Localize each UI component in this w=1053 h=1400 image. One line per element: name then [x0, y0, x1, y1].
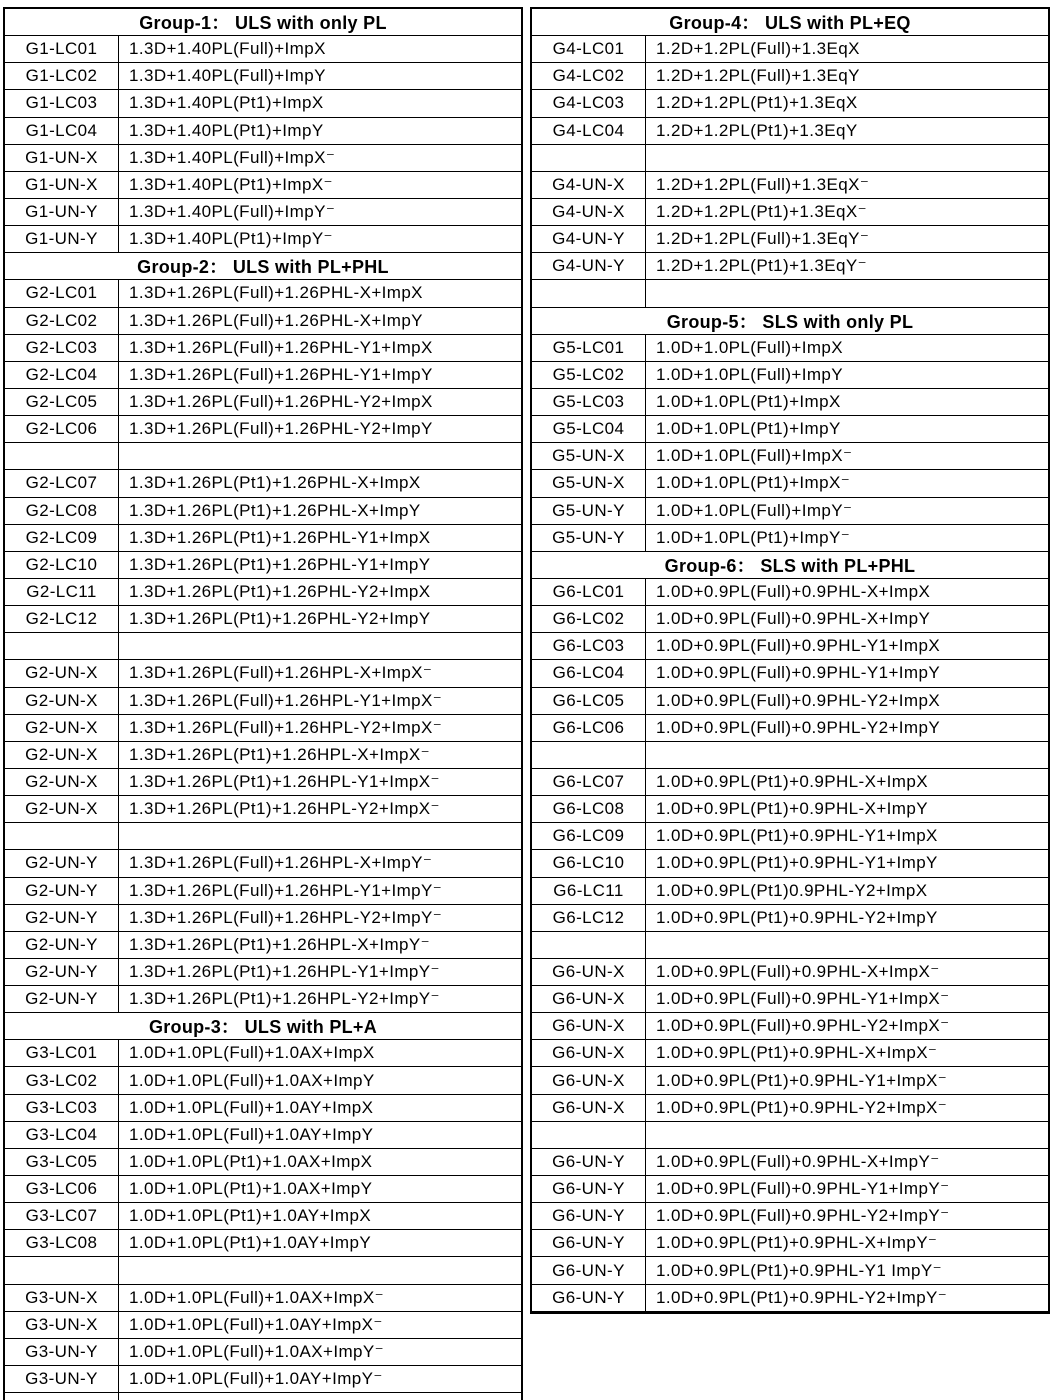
load-case-formula: 1.0D+1.0PL(Pt1)+ImpY⁻ [656, 527, 851, 547]
load-case-row [5, 470, 521, 497]
load-case-formula: 1.0D+0.9PL(Pt1)+0.9PHL-Y2+ImpX⁻ [656, 1097, 948, 1117]
spacer-row [5, 1257, 521, 1284]
load-case-row [5, 525, 521, 552]
load-case-row [532, 796, 1048, 823]
load-case-row [5, 1040, 521, 1067]
load-case-formula: 1.2D+1.2PL(Pt1)+1.3EqX [656, 93, 858, 113]
load-case-id: G3-LC03 [5, 1095, 119, 1121]
load-case-formula: 1.3D+1.26PL(Full)+1.26HPL-Y1+ImpY⁻ [129, 880, 443, 900]
load-case-id: G6-UN-Y [532, 1203, 646, 1229]
load-case-id: G2-LC11 [5, 579, 119, 605]
load-case-id: G2-UN-Y [5, 878, 119, 904]
load-case-row [5, 498, 521, 525]
load-case-id: G6-LC03 [532, 633, 646, 659]
load-case-id: G6-LC09 [532, 823, 646, 849]
load-case-formula: 1.3D+1.40PL(Pt1)+ImpY [129, 120, 324, 140]
load-case-row [532, 850, 1048, 877]
load-case-id: G1-LC04 [5, 118, 119, 144]
load-case-id: G6-LC06 [532, 715, 646, 741]
load-case-row [532, 660, 1048, 687]
load-case-formula: 1.0D+1.0PL(Full)+ImpX [656, 337, 843, 357]
load-case-row [5, 1203, 521, 1230]
spacer-cell-label [5, 823, 119, 849]
load-case-formula: 1.0D+0.9PL(Full)+0.9PHL-Y2+ImpX [656, 690, 941, 710]
load-case-id: G6-UN-X [532, 1095, 646, 1121]
spacer-cell-formula [646, 742, 1048, 768]
load-case-id: G2-UN-X [5, 769, 119, 795]
load-case-formula: 1.0D+0.9PL(Pt1)+0.9PHL-X+ImpX [656, 772, 928, 791]
load-case-formula: 1.3D+1.26PL(Full)+1.26PHL-Y1+ImpY [129, 364, 433, 384]
load-case-formula: 1.0D+1.0PL(Full)+1.0AY+ImpY⁻ [129, 1369, 383, 1389]
load-case-row [5, 552, 521, 579]
spacer-row [5, 1393, 521, 1400]
load-case-id: G2-LC09 [5, 525, 119, 551]
load-case-id: G3-LC05 [5, 1149, 119, 1175]
load-case-id: G6-LC02 [532, 606, 646, 632]
load-case-id: G2-UN-X [5, 688, 119, 714]
spacer-cell-formula [119, 1393, 521, 1400]
load-case-formula: 1.0D+0.9PL(Full)+0.9PHL-Y1+ImpY⁻ [656, 1179, 950, 1199]
group-header-row [532, 308, 1048, 335]
load-case-id: G5-UN-X [532, 470, 646, 496]
group-header-title: Group-6： SLS with PL+PHL [664, 555, 916, 576]
load-case-id: G2-LC12 [5, 606, 119, 632]
load-case-formula: 1.0D+1.0PL(Full)+1.0AX+ImpY [129, 1070, 375, 1090]
load-case-row [532, 688, 1048, 715]
load-case-id: G2-UN-Y [5, 932, 119, 958]
load-case-formula: 1.0D+1.0PL(Pt1)+1.0AY+ImpX [129, 1206, 372, 1226]
load-case-row [532, 633, 1048, 660]
load-case-row [5, 769, 521, 796]
load-case-formula: 1.0D+0.9PL(Full)+0.9PHL-X+ImpY [656, 609, 931, 629]
load-case-formula: 1.0D+1.0PL(Pt1)+1.0AY+ImpY [129, 1233, 372, 1253]
load-case-row [532, 226, 1048, 253]
load-case-id: G6-UN-X [532, 1040, 646, 1066]
load-case-id: G6-LC01 [532, 579, 646, 605]
load-case-row [532, 959, 1048, 986]
load-case-id: G2-UN-Y [5, 905, 119, 931]
load-case-formula: 1.3D+1.40PL(Pt1)+ImpY⁻ [129, 229, 333, 249]
load-case-row [5, 416, 521, 443]
load-case-formula: 1.3D+1.26PL(Full)+1.26PHL-X+ImpX [129, 283, 423, 303]
load-case-formula: 1.0D+1.0PL(Pt1)+1.0AX+ImpX [129, 1151, 373, 1171]
load-case-formula: 1.3D+1.40PL(Full)+ImpY⁻ [129, 202, 336, 222]
load-case-formula: 1.0D+0.9PL(Pt1)+0.9PHL-X+ImpY⁻ [656, 1233, 938, 1253]
load-case-row [532, 389, 1048, 416]
load-case-id: G1-LC02 [5, 63, 119, 89]
load-case-row [5, 36, 521, 63]
load-case-row [5, 335, 521, 362]
spacer-cell-formula [119, 823, 521, 849]
load-case-id: G5-LC03 [532, 389, 646, 415]
load-case-formula: 1.0D+1.0PL(Pt1)+ImpX⁻ [656, 473, 851, 493]
load-case-id: G5-LC01 [532, 335, 646, 361]
load-case-id: G3-LC08 [5, 1230, 119, 1256]
load-case-id: G5-LC02 [532, 362, 646, 388]
load-case-id: G2-LC08 [5, 498, 119, 524]
load-case-id: G6-UN-X [532, 986, 646, 1012]
load-case-row [5, 742, 521, 769]
load-case-row [5, 1230, 521, 1257]
group-header-row [532, 552, 1048, 579]
load-case-formula: 1.3D+1.40PL(Full)+ImpY [129, 66, 326, 86]
load-case-formula: 1.0D+1.0PL(Full)+1.0AX+ImpY⁻ [129, 1341, 384, 1361]
spacer-cell-formula [646, 932, 1048, 958]
load-case-id: G2-LC06 [5, 416, 119, 442]
load-case-row [5, 199, 521, 226]
load-case-id: G1-UN-Y [5, 199, 119, 225]
load-case-id: G4-UN-Y [532, 226, 646, 252]
load-case-id: G5-UN-Y [532, 498, 646, 524]
load-case-formula: 1.0D+0.9PL(Pt1)0.9PHL-Y2+ImpX [656, 880, 928, 900]
load-case-row [532, 1095, 1048, 1122]
load-case-id: G4-UN-Y [532, 253, 646, 279]
group-header-row [5, 1013, 521, 1040]
load-case-row [532, 416, 1048, 443]
load-case-row [532, 1203, 1048, 1230]
load-case-id: G2-LC02 [5, 308, 119, 334]
load-case-formula: 1.0D+0.9PL(Full)+0.9PHL-Y1+ImpX [656, 636, 941, 656]
load-case-row [5, 1149, 521, 1176]
spacer-row [5, 633, 521, 660]
spacer-cell-formula [646, 1122, 1048, 1148]
load-case-row [5, 90, 521, 117]
load-case-formula: 1.0D+1.0PL(Pt1)+ImpY [656, 419, 841, 439]
load-case-id: G6-LC08 [532, 796, 646, 822]
load-case-formula: 1.0D+0.9PL(Full)+0.9PHL-Y2+ImpX⁻ [656, 1016, 950, 1036]
load-case-row [5, 1122, 521, 1149]
load-case-id: G1-LC03 [5, 90, 119, 116]
load-case-row [532, 1067, 1048, 1094]
load-case-row [532, 63, 1048, 90]
load-case-row [5, 1067, 521, 1094]
load-case-id: G3-UN-X [5, 1312, 119, 1338]
spacer-cell-label [532, 145, 646, 171]
load-case-id: G3-LC04 [5, 1122, 119, 1148]
load-case-id: G4-LC03 [532, 90, 646, 116]
load-case-id: G5-LC04 [532, 416, 646, 442]
spacer-row [532, 1122, 1048, 1149]
load-case-id: G2-UN-X [5, 715, 119, 741]
group-header-title: Group-2： ULS with PL+PHL [137, 257, 389, 278]
load-case-id: G3-LC06 [5, 1176, 119, 1202]
load-combination-table-left [3, 7, 523, 1400]
load-case-row [532, 1285, 1048, 1312]
load-case-formula: 1.3D+1.40PL(Full)+ImpX [129, 39, 326, 59]
load-case-id: G5-UN-X [532, 443, 646, 469]
load-case-row [5, 606, 521, 633]
load-case-row [532, 118, 1048, 145]
load-case-formula: 1.0D+0.9PL(Full)+0.9PHL-Y2+ImpY [656, 717, 941, 737]
spacer-cell-label [532, 1122, 646, 1148]
load-case-id: G6-UN-X [532, 959, 646, 985]
load-case-formula: 1.3D+1.26PL(Pt1)+1.26PHL-Y2+ImpX [129, 582, 431, 602]
load-case-id: G1-UN-X [5, 172, 119, 198]
load-case-row [5, 118, 521, 145]
load-case-formula: 1.3D+1.40PL(Full)+ImpX⁻ [129, 147, 336, 167]
load-case-formula: 1.3D+1.26PL(Full)+1.26HPL-Y2+ImpY⁻ [129, 907, 443, 927]
group-header-title: Group-5： SLS with only PL [666, 311, 914, 332]
load-case-formula: 1.0D+1.0PL(Full)+ImpX⁻ [656, 446, 853, 466]
load-case-row [5, 280, 521, 307]
load-case-row [532, 172, 1048, 199]
load-case-id: G4-LC01 [532, 36, 646, 62]
load-case-formula: 1.0D+0.9PL(Full)+0.9PHL-Y1+ImpY [656, 663, 941, 683]
spacer-cell-label [5, 1393, 119, 1400]
load-case-row [532, 579, 1048, 606]
load-case-row [5, 172, 521, 199]
load-case-id: G2-UN-Y [5, 850, 119, 876]
load-case-id: G4-UN-X [532, 199, 646, 225]
load-case-formula: 1.0D+0.9PL(Pt1)+0.9PHL-Y1+ImpY [656, 853, 938, 873]
load-case-row [532, 498, 1048, 525]
load-case-formula: 1.0D+1.0PL(Full)+1.0AY+ImpY [129, 1124, 374, 1144]
load-case-formula: 1.0D+1.0PL(Pt1)+1.0AX+ImpY [129, 1179, 373, 1199]
load-case-formula: 1.2D+1.2PL(Pt1)+1.3EqX⁻ [656, 202, 867, 222]
group-header-title: Group-4： ULS with PL+EQ [669, 13, 911, 34]
load-case-formula: 1.2D+1.2PL(Full)+1.3EqX [656, 39, 860, 59]
load-case-row [532, 1040, 1048, 1067]
load-case-row [532, 1257, 1048, 1284]
load-case-id: G4-LC02 [532, 63, 646, 89]
group-header-row [5, 9, 521, 36]
spacer-cell-label [5, 1257, 119, 1283]
load-case-row [5, 688, 521, 715]
load-case-formula: 1.3D+1.26PL(Full)+1.26HPL-Y1+ImpX⁻ [129, 690, 443, 710]
load-case-formula: 1.3D+1.26PL(Pt1)+1.26PHL-X+ImpY [129, 500, 421, 520]
load-case-formula: 1.0D+0.9PL(Pt1)+0.9PHL-Y1+ImpX [656, 826, 938, 846]
load-case-formula: 1.3D+1.26PL(Pt1)+1.26HPL-X+ImpX⁻ [129, 744, 431, 764]
load-case-row [5, 63, 521, 90]
spacer-row [5, 823, 521, 850]
load-case-formula: 1.0D+0.9PL(Full)+0.9PHL-Y1+ImpX⁻ [656, 989, 950, 1009]
load-case-formula: 1.3D+1.26PL(Pt1)+1.26PHL-Y2+ImpY [129, 609, 431, 629]
spacer-cell-formula [119, 443, 521, 469]
load-case-id: G3-LC01 [5, 1040, 119, 1066]
load-case-id: G6-LC07 [532, 769, 646, 795]
load-case-formula: 1.0D+1.0PL(Full)+1.0AX+ImpX⁻ [129, 1287, 384, 1307]
load-case-id: G6-LC11 [532, 878, 646, 904]
load-case-id: G2-LC05 [5, 389, 119, 415]
load-case-row [532, 1176, 1048, 1203]
load-case-row [5, 145, 521, 172]
spacer-cell-formula [646, 280, 1048, 306]
load-case-row [532, 36, 1048, 63]
load-case-formula: 1.3D+1.26PL(Pt1)+1.26PHL-Y1+ImpX [129, 527, 431, 547]
load-case-formula: 1.2D+1.2PL(Full)+1.3EqX⁻ [656, 174, 870, 194]
load-case-id: G2-LC07 [5, 470, 119, 496]
load-case-formula: 1.0D+0.9PL(Pt1)+0.9PHL-X+ImpY [656, 799, 928, 819]
load-case-formula: 1.3D+1.26PL(Full)+1.26PHL-Y2+ImpX [129, 392, 433, 412]
load-case-formula: 1.0D+0.9PL(Pt1)+0.9PHL-Y1+ImpX⁻ [656, 1070, 948, 1090]
load-case-id: G6-UN-X [532, 1013, 646, 1039]
load-case-id: G1-UN-Y [5, 226, 119, 252]
load-case-row [532, 1230, 1048, 1257]
load-case-row [5, 1176, 521, 1203]
load-case-id: G3-LC02 [5, 1067, 119, 1093]
load-case-formula: 1.3D+1.26PL(Pt1)+1.26HPL-Y1+ImpX⁻ [129, 772, 440, 791]
load-case-formula: 1.0D+1.0PL(Full)+ImpY⁻ [656, 500, 853, 520]
load-case-row [532, 1013, 1048, 1040]
load-case-row [532, 769, 1048, 796]
load-case-row [5, 932, 521, 959]
load-case-formula: 1.3D+1.26PL(Full)+1.26HPL-Y2+ImpX⁻ [129, 717, 443, 737]
group-header-title: Group-1： ULS with only PL [139, 13, 387, 34]
load-case-row [5, 308, 521, 335]
load-case-row [5, 1312, 521, 1339]
load-case-id: G6-LC05 [532, 688, 646, 714]
load-case-id: G2-LC01 [5, 280, 119, 306]
load-case-id: G2-LC04 [5, 362, 119, 388]
load-case-row [532, 525, 1048, 552]
load-case-row [5, 905, 521, 932]
load-case-id: G6-UN-Y [532, 1285, 646, 1311]
load-case-formula: 1.0D+1.0PL(Full)+ImpY [656, 364, 843, 384]
load-case-row [5, 660, 521, 687]
load-case-id: G3-UN-X [5, 1285, 119, 1311]
load-case-formula: 1.3D+1.26PL(Pt1)+1.26PHL-X+ImpX [129, 473, 421, 493]
load-case-row [532, 199, 1048, 226]
load-case-row [5, 1095, 521, 1122]
load-case-formula: 1.3D+1.26PL(Full)+1.26PHL-X+ImpY [129, 310, 423, 330]
load-case-formula: 1.3D+1.26PL(Pt1)+1.26HPL-Y2+ImpY⁻ [129, 989, 440, 1009]
load-case-row [532, 335, 1048, 362]
load-case-id: G2-UN-X [5, 660, 119, 686]
load-case-formula: 1.0D+0.9PL(Full)+0.9PHL-X+ImpX [656, 582, 931, 602]
load-case-formula: 1.3D+1.40PL(Pt1)+ImpX [129, 93, 324, 113]
load-case-row [5, 796, 521, 823]
load-case-formula: 1.0D+0.9PL(Full)+0.9PHL-X+ImpY⁻ [656, 1151, 940, 1171]
spacer-cell-label [532, 932, 646, 958]
spacer-cell-formula [119, 1257, 521, 1283]
load-case-formula: 1.0D+0.9PL(Pt1)+0.9PHL-Y2+ImpY [656, 907, 938, 927]
load-case-row [5, 1339, 521, 1366]
spacer-cell-label [532, 742, 646, 768]
load-case-row [5, 878, 521, 905]
load-case-row [5, 715, 521, 742]
spacer-cell-label [5, 443, 119, 469]
load-combination-table-right [530, 7, 1050, 1314]
load-case-row [5, 226, 521, 253]
load-case-formula: 1.3D+1.26PL(Pt1)+1.26HPL-X+ImpY⁻ [129, 934, 431, 954]
load-case-id: G3-UN-Y [5, 1366, 119, 1392]
group-header-row [5, 253, 521, 280]
spacer-row [5, 443, 521, 470]
load-case-formula: 1.3D+1.40PL(Pt1)+ImpX⁻ [129, 174, 333, 194]
load-case-formula: 1.0D+1.0PL(Full)+1.0AY+ImpX [129, 1097, 374, 1117]
load-case-id: G2-UN-X [5, 796, 119, 822]
load-case-formula: 1.0D+0.9PL(Full)+0.9PHL-Y2+ImpY⁻ [656, 1206, 950, 1226]
load-case-id: G6-LC12 [532, 905, 646, 931]
load-case-id: G6-UN-Y [532, 1257, 646, 1283]
load-case-row [5, 1285, 521, 1312]
load-case-id: G5-UN-Y [532, 525, 646, 551]
load-case-formula: 1.0D+1.0PL(Pt1)+ImpX [656, 392, 841, 412]
load-case-id: G6-UN-Y [532, 1230, 646, 1256]
load-case-formula: 1.3D+1.26PL(Full)+1.26PHL-Y1+ImpX [129, 337, 433, 357]
load-case-row [532, 443, 1048, 470]
load-case-id: G4-UN-X [532, 172, 646, 198]
spacer-cell-label [532, 280, 646, 306]
load-case-formula: 1.0D+1.0PL(Full)+1.0AY+ImpX⁻ [129, 1314, 383, 1334]
load-case-id: G6-LC10 [532, 850, 646, 876]
spacer-row [532, 932, 1048, 959]
load-case-row [5, 362, 521, 389]
load-case-row [532, 362, 1048, 389]
load-case-id: G6-UN-X [532, 1067, 646, 1093]
spacer-row [532, 742, 1048, 769]
load-case-formula: 1.3D+1.26PL(Full)+1.26HPL-X+ImpX⁻ [129, 663, 433, 683]
load-case-row [532, 253, 1048, 280]
load-case-row [5, 986, 521, 1013]
spacer-cell-formula [646, 145, 1048, 171]
load-case-id: G2-UN-Y [5, 986, 119, 1012]
load-case-id: G1-LC01 [5, 36, 119, 62]
load-case-formula: 1.2D+1.2PL(Pt1)+1.3EqY⁻ [656, 256, 867, 276]
load-case-row [532, 1149, 1048, 1176]
load-case-row [532, 986, 1048, 1013]
group-header-row [532, 9, 1048, 36]
load-case-row [532, 878, 1048, 905]
load-case-formula: 1.2D+1.2PL(Full)+1.3EqY [656, 66, 860, 86]
load-case-formula: 1.3D+1.26PL(Pt1)+1.26PHL-Y1+ImpY [129, 554, 431, 574]
load-case-row [5, 389, 521, 416]
load-case-row [532, 905, 1048, 932]
spacer-row [532, 145, 1048, 172]
load-case-formula: 1.3D+1.26PL(Pt1)+1.26HPL-Y1+ImpY⁻ [129, 961, 440, 981]
spacer-cell-formula [119, 633, 521, 659]
group-header-title: Group-3： ULS with PL+A [148, 1017, 378, 1038]
load-case-id: G3-LC07 [5, 1203, 119, 1229]
load-case-id: G6-UN-Y [532, 1149, 646, 1175]
load-case-id: G6-LC04 [532, 660, 646, 686]
load-case-row [5, 1366, 521, 1393]
load-case-formula: 1.3D+1.26PL(Full)+1.26PHL-Y2+ImpY [129, 419, 433, 439]
load-case-id: G2-UN-X [5, 742, 119, 768]
load-case-row [5, 579, 521, 606]
load-case-id: G2-LC10 [5, 552, 119, 578]
spacer-row [532, 280, 1048, 307]
load-case-formula: 1.2D+1.2PL(Full)+1.3EqY⁻ [656, 229, 870, 249]
load-case-formula: 1.0D+0.9PL(Full)+0.9PHL-X+ImpX⁻ [656, 961, 940, 981]
load-case-id: G6-UN-Y [532, 1176, 646, 1202]
load-case-formula: 1.0D+0.9PL(Pt1)+0.9PHL-X+ImpX⁻ [656, 1043, 938, 1063]
load-case-formula: 1.0D+0.9PL(Pt1)+0.9PHL-Y2+ImpY⁻ [656, 1287, 948, 1307]
load-case-formula: 1.3D+1.26PL(Full)+1.26HPL-X+ImpY⁻ [129, 853, 433, 873]
spacer-cell-label [5, 633, 119, 659]
load-case-formula: 1.0D+0.9PL(Pt1)+0.9PHL-Y1 ImpY⁻ [656, 1260, 942, 1280]
load-case-id: G1-UN-X [5, 145, 119, 171]
load-case-formula: 1.2D+1.2PL(Pt1)+1.3EqY [656, 120, 858, 140]
load-case-formula: 1.3D+1.26PL(Pt1)+1.26HPL-Y2+ImpX⁻ [129, 799, 440, 819]
load-case-id: G2-LC03 [5, 335, 119, 361]
load-case-id: G4-LC04 [532, 118, 646, 144]
load-case-row [532, 90, 1048, 117]
load-case-row [532, 606, 1048, 633]
load-case-id: G3-UN-Y [5, 1339, 119, 1365]
load-case-row [532, 823, 1048, 850]
load-case-row [5, 959, 521, 986]
load-case-row [5, 850, 521, 877]
load-case-row [532, 715, 1048, 742]
load-case-id: G2-UN-Y [5, 959, 119, 985]
load-case-formula: 1.0D+1.0PL(Full)+1.0AX+ImpX [129, 1043, 375, 1063]
load-case-row [532, 470, 1048, 497]
